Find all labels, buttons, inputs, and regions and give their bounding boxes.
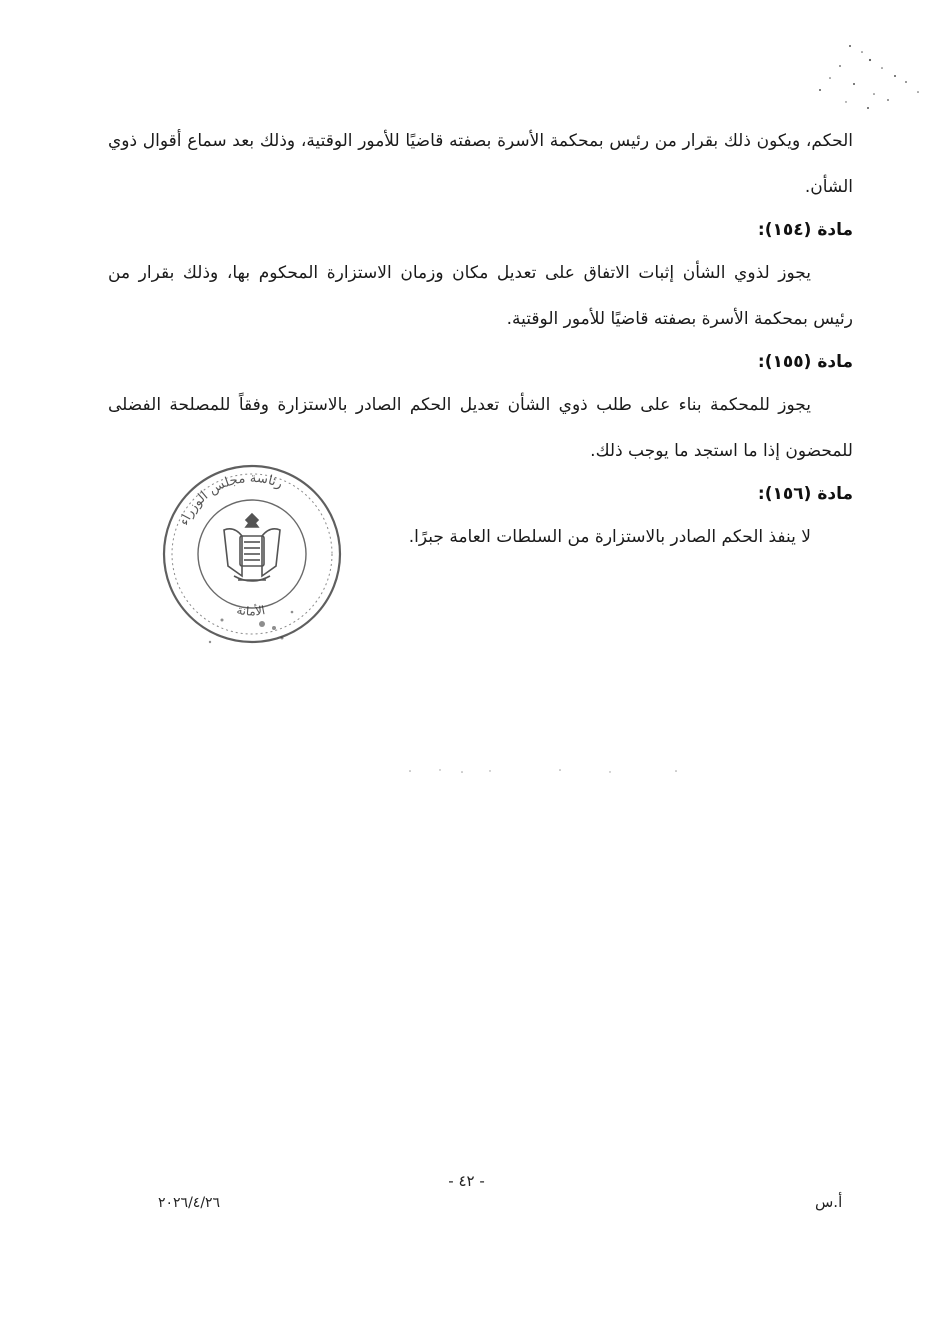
- eagle-emblem-icon: [224, 514, 280, 581]
- article-155-text: يجوز للمحكمة بناء على طلب ذوي الشأن تعديل الحكم الصادر بالاستزارة وفقاً للمصلحة الفضلى للمحضون إذا ما استجد ما يوجب ذلك.: [108, 395, 853, 461]
- article-155-heading: مادة (١٥٥):: [757, 352, 853, 372]
- scan-noise: [400, 765, 720, 777]
- article-156-text: لا ينفذ الحكم الصادر بالاستزارة من السلطات العامة جبرًا.: [408, 527, 811, 547]
- official-seal-stamp: [152, 452, 352, 662]
- seal-arc-text-top: رئاسة مجلس الوزراء: [176, 470, 285, 528]
- article-156-heading: مادة (١٥٦):: [757, 484, 853, 504]
- paragraph-continuation: الحكم، ويكون ذلك بقرار من رئيس بمحكمة الأسرة بصفته قاضيًا للأمور الوقتية، وذلك بعد سماع أقوال ذوي الشأن.: [108, 131, 853, 197]
- footer-date: ٢٠٢٦/٤/٢٦: [158, 1195, 221, 1211]
- svg-text:الأمانة: [235, 603, 266, 619]
- scan-specks: [810, 38, 930, 118]
- seal-arc-text-bottom: الأمانة: [235, 602, 267, 619]
- article-154-heading: مادة (١٥٤):: [757, 220, 853, 240]
- page-number: - ٤٢ -: [448, 1172, 485, 1190]
- article-154-text: يجوز لذوي الشأن إثبات الاتفاق على تعديل مكان وزمان الاستزارة المحكوم بها، وذلك بقرار من رئيس بمحكمة الأسرة بصفته قاضيًا للأمور الوقتية.: [108, 263, 853, 329]
- svg-text:رئاسة مجلس الوزراء: [177, 471, 285, 528]
- footer-initials: أ.س: [815, 1193, 843, 1211]
